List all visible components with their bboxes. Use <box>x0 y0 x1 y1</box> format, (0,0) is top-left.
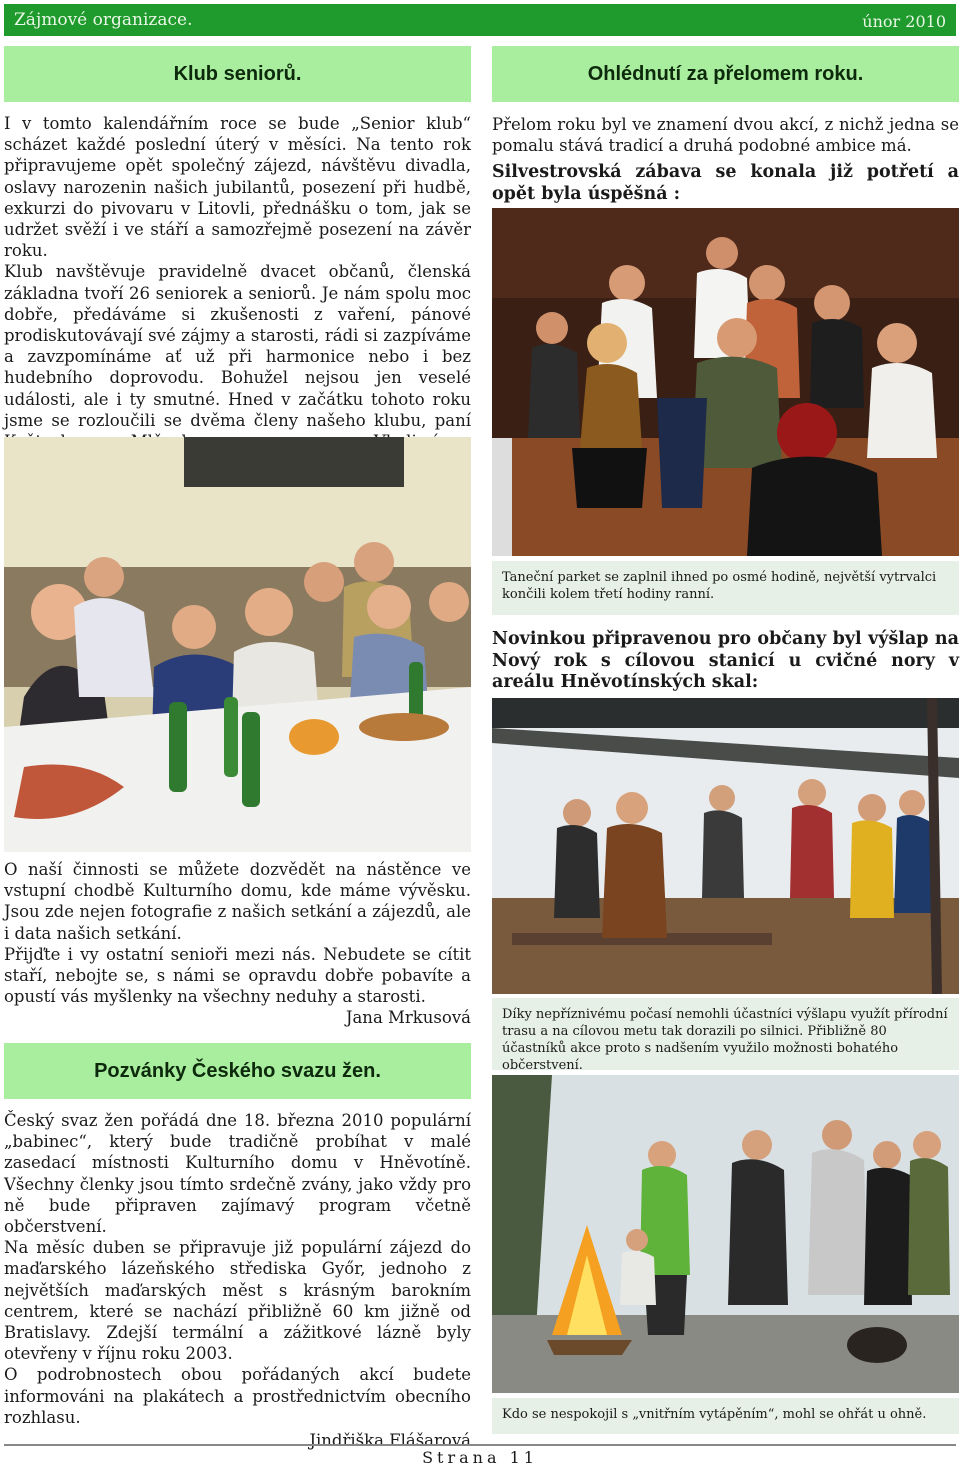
retrospect-heading: Ohlédnutí za přelomem roku. <box>587 62 864 85</box>
club-article-top <box>4 113 471 473</box>
new-year-eve-dance-photo <box>492 208 959 556</box>
women-paragraph-3: O podrobnostech obou pořádaných akcí budete informováni na plakátech a prostřednictvím obecního rozhlasu. <box>4 1365 471 1427</box>
campfire-photo <box>492 1075 959 1393</box>
top-banner <box>4 4 956 36</box>
club-author: Jana Mrkusová <box>345 1008 471 1028</box>
women-heading-box <box>4 1043 471 1099</box>
women-author: Jindřiška Flášarová <box>309 1431 471 1451</box>
section-title: Zájmové organizace. <box>14 10 193 30</box>
women-article <box>4 1110 471 1451</box>
dance-photo-caption: Taneční parket se zaplnil ihned po osmé hodině, největší vytrvalci končili kolem třetí hodiny ranní. <box>492 561 959 615</box>
issue-date: únor 2010 <box>862 12 946 31</box>
campfire-photo-caption: Kdo se nespokojil s „vnitřním vytápěním“, mohl se ohřát u ohně. <box>492 1398 959 1434</box>
retrospect-intro: Přelom roku byl ve znamení dvou akcí, z nichž jedna se pomalu stává tradicí a druhá podobné ambice má. <box>492 115 959 155</box>
retrospect-heading-box <box>492 46 959 102</box>
club-paragraph-3: O naší činnosti se můžete dozvědět na nástěnce ve vstupní chodbě Kulturního domu, kde máme vývěsku. Jsou zde nejen fotografie z našich setkání a zájezdů, ale i data našich setkání. <box>4 860 471 943</box>
footer-divider <box>4 1444 956 1446</box>
women-paragraph-2: Na měsíc duben se připravuje již populární zájezd do maďarského lázeňského střediska Győr, jednoho z největších maďarských měst s krásným barokním centrem, které se nachází přibližně 60 km jižně od Bratislavy. Zdejší termální a zážitkové lázně byly otevřeny v říjnu roku 2003. <box>4 1238 471 1364</box>
new-year-eve-subheading: Silvestrovská zábava se konala již potřetí a opět byla úspěšná : <box>492 162 959 204</box>
new-year-hike-photo <box>492 698 959 994</box>
club-paragraph-4: Přijďte i vy ostatní senioři mezi nás. Nebudete se cítit staří, nebojte se, s námi se opravdu dobře pobavíte a opustí vás myšlenky na všechny neduhy a starosti. <box>4 944 471 1007</box>
hike-photo-caption: Díky nepříznivému počasí nemohli účastníci výšlapu využít přírodní trasu a na cílovou metu tak dorazili po silnici. Přibližně 80 účastníků akce proto s nadšením využilo možnosti bohatého občerstvení. <box>492 998 959 1070</box>
women-paragraph-1: Český svaz žen pořádá dne 18. března 2010 populární „babinec“, který bude tradičně probíhat v malé zasedací místnosti Kulturního domu v Hněvotíně. Všechny členky jsou tímto srdečně zvány, jako vždy pro ně bude připraven zajímavý program včetně občerstvení. <box>4 1111 471 1237</box>
page-number: Strana 11 <box>422 1448 538 1467</box>
new-year-hike-subheading: Novinkou připravenou pro občany byl výšlap na Nový rok s cílovou stanicí u cvičné nory v areálu Hněvotínských skal: <box>492 629 959 692</box>
women-heading: Pozvánky Českého svazu žen. <box>94 1059 381 1082</box>
club-heading-box <box>4 46 471 102</box>
club-paragraph-2: Klub navštěvuje pravidelně dvacet občanů, členská základna tvoří 26 seniorek a seniorů. Je nám spolu moc dobře, předáváme si zkušenosti z vaření, pánové prodiskutovávají své zájmy a starosti, rádi si zazpíváme a zavzpomínáme ať už při harmonice nebo i bez hudebního doprovodu. Bohužel nejsou jen veselé události, ale i ty smutné. Hned v začátku tohoto roku jsme se rozloučili se dvěma členy našeho klubu, paní <box>4 262 471 430</box>
club-paragraph-1: I v tomto kalendářním roce se bude „Senior klub“ scházet každé poslední úterý v měsíci. Na tento rok připravujeme opět společný zájezd, návštěvu divadla, oslavy narozenin našich jubilantů, posezení při hudbě, exkurzi do pivovaru v Litovli, přednášku o tom, jak se udržet svěží i ve stáří a samozřejmě posezení na závěr roku. <box>4 114 471 261</box>
club-article-bottom <box>4 859 471 1029</box>
seniors-party-photo <box>4 437 471 852</box>
club-heading: Klub seniorů. <box>173 62 302 85</box>
